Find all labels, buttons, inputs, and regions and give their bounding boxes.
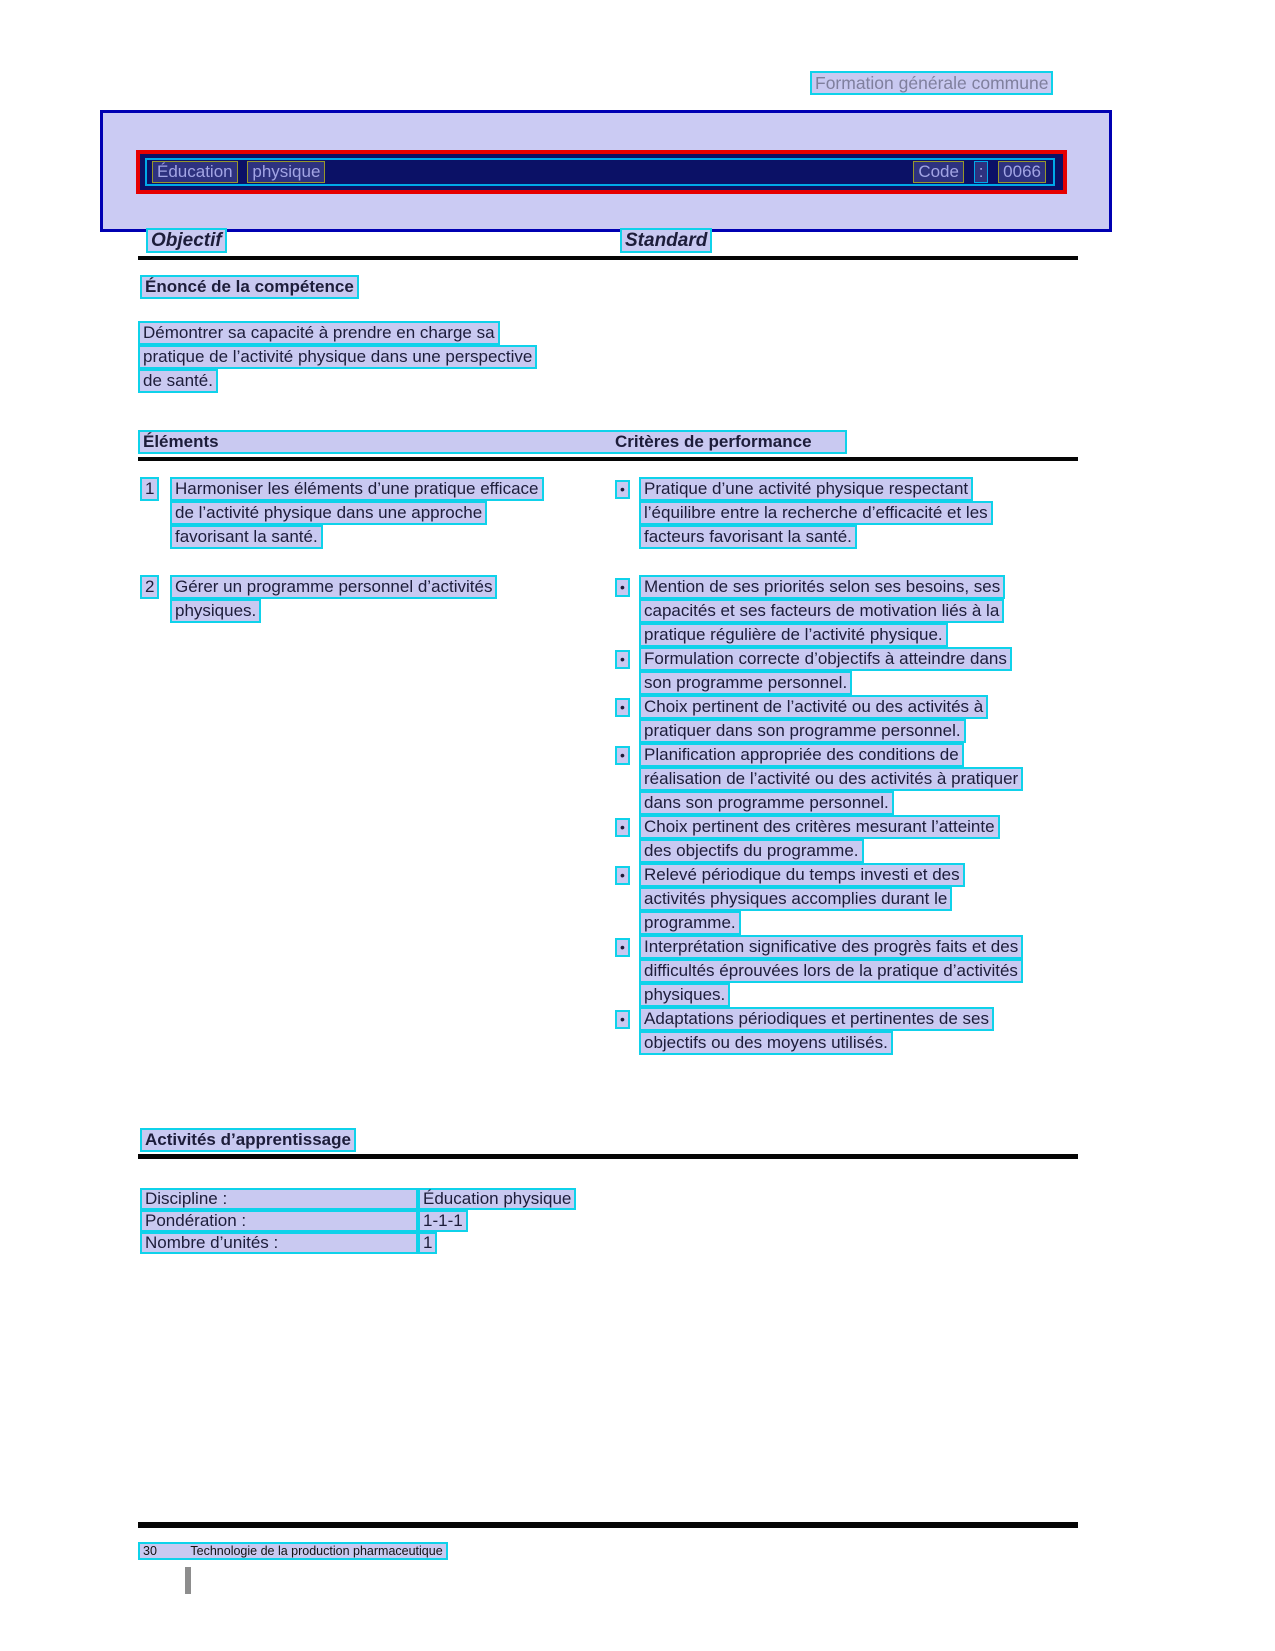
objectif-heading: Objectif [146,228,227,253]
footer [138,1542,448,1560]
bullet-icon: • [615,650,630,669]
text-line-row [138,321,537,345]
text-line: facteurs favorisant la santé. [639,525,857,549]
text-line-row [639,695,988,719]
text-line: physiques. [639,983,730,1007]
section-divider [138,256,1078,260]
page-number: 30 [143,1544,157,1558]
text-line: Interprétation significative des progrès faits et des [639,935,1023,959]
text-line: Harmoniser les éléments d’une pratique efficace [170,477,544,501]
text-line-row [170,501,615,525]
category-label: Formation générale commune [810,71,1053,95]
text-line: de santé. [138,369,218,393]
text-line: Démontrer sa capacité à prendre en charge sa [138,321,500,345]
bullet-container [615,743,639,765]
bullet-icon: • [615,1010,630,1029]
criteria-lines [639,743,1023,815]
footer-box [138,1542,448,1560]
course-title-bar [136,150,1067,194]
cursor-mark [185,1567,191,1594]
bullet-icon: • [615,746,630,765]
text-line-row [170,599,615,623]
elements-header: Éléments [143,432,219,451]
text-line-row [639,1007,994,1031]
text-line-row [639,623,1005,647]
kv-label: Nombre d’unités : [140,1232,418,1254]
bullet-icon: • [615,866,630,885]
text-line: de l’activité physique dans une approche [170,501,487,525]
text-line-row [639,647,1012,671]
element-text [170,477,615,549]
course-title-bar-content [140,154,1063,190]
text-line-row [639,983,1023,1007]
bullet-container [615,935,639,957]
text-line-row [170,525,615,549]
criteria-item [615,1007,1083,1055]
course-title-word: physique [247,161,325,183]
criteria-lines [639,935,1023,1007]
course-code-label: Code [913,161,964,183]
text-line: Formulation correcte d’objectifs à atteindre dans [639,647,1012,671]
course-title [152,161,330,183]
text-line: Mention de ses priorités selon ses besoins, ses [639,575,1005,599]
text-line: capacités et ses facteurs de motivation liés à la [639,599,1004,623]
bullet-container [615,575,639,597]
text-line: Pratique d’une activité physique respectant [639,477,973,501]
kv-row [140,1232,437,1254]
text-line: difficultés éprouvées lors de la pratique d’activités [639,959,1023,983]
bullet-container [615,815,639,837]
kv-label: Discipline : [140,1188,418,1210]
table-header-band [138,430,847,454]
criteria-list [615,477,1083,549]
criteria-item [615,477,1083,549]
criteria-lines [639,1007,994,1055]
text-line-row [639,719,988,743]
category-label-container [810,71,1053,95]
criteria-item [615,863,1083,935]
text-line: pratiquer dans son programme personnel. [639,719,966,743]
criteria-item [615,695,1083,743]
text-line-row [639,863,965,887]
kv-row [140,1210,468,1232]
text-line: objectifs ou des moyens utilisés. [639,1031,893,1055]
criteria-lines [639,477,993,549]
element-text [170,575,615,623]
text-line: physiques. [170,599,261,623]
table-header-box [138,430,847,454]
text-line-row [639,501,993,525]
element-number-container [140,477,159,501]
text-line: Adaptations périodiques et pertinentes de ses [639,1007,994,1031]
course-banner [100,110,1112,232]
text-line: son programme personnel. [639,671,852,695]
criteria-lines [639,815,1000,863]
criteria-lines [639,863,965,935]
text-line: Choix pertinent des critères mesurant l’atteinte [639,815,1000,839]
text-line: des objectifs du programme. [639,839,864,863]
criteria-item [615,647,1083,695]
kv-row [140,1188,576,1210]
bullet-container [615,695,639,717]
text-line: Gérer un programme personnel d’activités [170,575,497,599]
bullet-icon: • [615,480,630,499]
bullet-container [615,477,639,499]
section-divider [138,457,1078,461]
element-number-container [140,575,159,599]
text-line-row [138,369,537,393]
text-line-row [170,575,615,599]
text-line: Choix pertinent de l’activité ou des activités à [639,695,988,719]
criteria-item [615,575,1083,647]
standard-heading: Standard [620,228,712,253]
kv-value: 1 [418,1232,437,1254]
footer-divider [138,1522,1078,1528]
section-divider [138,1154,1078,1159]
text-line: dans son programme personnel. [639,791,894,815]
text-line-row [639,839,1000,863]
text-line-row [639,743,1023,767]
bullet-icon: • [615,818,630,837]
apprentissage-heading: Activités d’apprentissage [140,1128,356,1152]
element-number: 1 [140,477,159,501]
text-line: pratique régulière de l’activité physique. [639,623,948,647]
standard-heading-container [620,228,712,253]
text-line: favorisant la santé. [170,525,323,549]
course-code-value: 0066 [998,161,1046,183]
text-line-row [639,887,965,911]
kv-value: Éducation physique [418,1188,576,1210]
criteria-item [615,935,1083,1007]
kv-value: 1-1-1 [418,1210,468,1232]
objectif-heading-container [146,228,227,253]
text-line: activités physiques accomplies durant le [639,887,952,911]
text-line: réalisation de l’activité ou des activités à pratiquer [639,767,1023,791]
text-line-row [639,477,993,501]
text-line-row [639,935,1023,959]
bullet-icon: • [615,698,630,717]
criteria-item [615,743,1083,815]
element-number: 2 [140,575,159,599]
text-line: Planification appropriée des conditions de [639,743,964,767]
criteria-item [615,815,1083,863]
criteria-list [615,575,1083,1055]
text-line: pratique de l’activité physique dans une perspective [138,345,537,369]
text-line-row [639,911,965,935]
kv-label: Pondération : [140,1210,418,1232]
text-line-row [170,477,615,501]
course-title-word: Éducation [152,161,238,183]
bullet-container [615,1007,639,1029]
criteria-header: Critères de performance [615,432,812,451]
bullet-icon: • [615,578,630,597]
apprentissage-heading-container [140,1128,356,1152]
course-code-separator: : [974,161,989,183]
text-line-row [639,525,993,549]
competence-heading-container [140,275,359,299]
text-line-row [639,671,1012,695]
text-line-row [639,599,1005,623]
bullet-icon: • [615,938,630,957]
text-line-row [639,1031,994,1055]
footer-text: Technologie de la production pharmaceutique [190,1544,443,1558]
text-line-row [639,791,1023,815]
text-line-row [138,345,537,369]
bullet-container [615,647,639,669]
criteria-lines [639,647,1012,695]
text-line: Relevé périodique du temps investi et des [639,863,965,887]
text-line-row [639,575,1005,599]
text-line: programme. [639,911,741,935]
text-line-row [639,767,1023,791]
criteria-lines [639,575,1005,647]
text-line: l’équilibre entre la recherche d’efficacité et les [639,501,993,525]
criteria-lines [639,695,988,743]
course-code [913,161,1051,183]
text-line-row [639,815,1000,839]
text-line-row [639,959,1023,983]
competence-heading: Énoncé de la compétence [140,275,359,299]
competence-statement [138,321,537,393]
bullet-container [615,863,639,885]
